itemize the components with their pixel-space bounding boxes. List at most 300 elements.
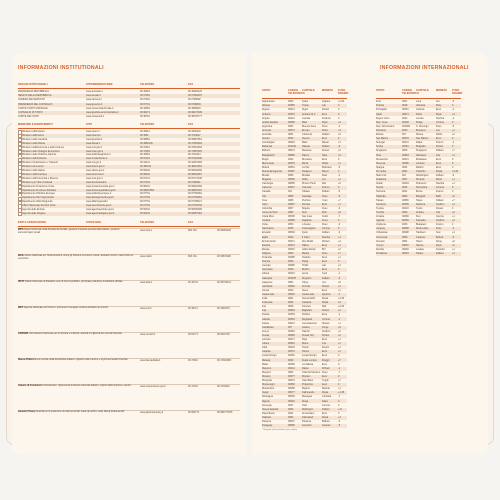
table-cell: 00237 [288,186,295,190]
institution-row [12,115,246,119]
table-cell: Guatemala [262,292,274,296]
agency-description [18,411,134,435]
table-cell: Etiopia [262,247,270,251]
header-divider [376,98,461,99]
table-cell: Vienna [302,137,310,141]
table-cell: 0046 [402,186,408,190]
table-cell: Turchia [376,210,384,214]
table-cell: Emirati Arabi [262,239,276,243]
table-cell: www.camera.it [86,98,102,102]
agency-site: www.garanteprivacy.it [140,411,164,414]
table-cell: Ministero della Salute [22,169,45,172]
table-cell: 00965 [288,333,295,337]
table-cell: Riyal [322,120,328,124]
table-cell: -1 [338,272,341,276]
table-cell: Rep. Dominicana [376,124,395,128]
agency-site: www.inail.it [140,255,152,258]
table-cell: Bielorussia [262,161,274,165]
table-cell: 06 67062947 [188,94,202,98]
table-cell: Damasco [416,153,427,157]
table-cell: Cedi [322,272,327,276]
table-cell: Svizzera [376,190,386,194]
table-cell: Polonia [376,104,384,108]
table-cell: 0057 [288,206,294,210]
table-cell: 0034 [402,165,408,169]
table-cell: Ministero per i Beni Culturali [22,180,52,184]
table-cell: Ministero dell'Interno [22,133,44,137]
table-cell: 00251 [288,247,295,251]
table-cell: 00507 [288,420,295,424]
table-cell: -5 [338,424,341,428]
table-cell: Rand [436,178,442,182]
table-cell: 0047 [288,403,294,407]
agency-row [12,255,246,280]
table-cell: 0 [338,403,340,407]
table-cell: 06 68271 [140,111,150,114]
table-cell: 00378 [402,137,409,141]
table-cell: +6 [338,182,341,186]
table-cell: +1 [338,235,341,239]
table-cell: 0 [338,374,340,378]
table-cell: Vietnam [376,239,385,243]
table-cell: Agenzia delle Entrate [22,208,45,211]
agency-fax: 06 4704240 [217,385,230,388]
table-cell: 00263 [402,251,409,255]
table-cell: 06 58492057 [188,172,202,176]
table-cell: +6 [452,194,455,198]
table-cell: Parigi [302,260,309,264]
table-cell: +1 [338,284,341,288]
table-cell: +7 [338,251,341,255]
table-cell: Baku [302,141,308,145]
table-cell: 06 68997187 [188,188,202,192]
table-cell: Londra [416,116,424,120]
table-cell: +2 [452,202,455,206]
table-cell: Peso [322,223,328,227]
agency-description [18,281,134,305]
table-cell: Grivnia [436,215,444,219]
table-cell: 06 4651 [140,133,149,137]
table-cell: Dipartimento Funzione Pubblica [22,188,56,192]
table-cell: Dollaro [322,145,330,149]
table-cell: Luanda [302,116,310,120]
table-cell: +7 [452,149,455,153]
agency-text: Unioncamere: rappresenta il sistema camerale italiano, registro delle imprese e servizi. [43,385,132,387]
table-cell: 0049 [288,268,294,272]
table-cell: www.corteconti.it [86,115,104,119]
table-cell: Rupia [322,297,329,301]
table-cell: 06 36911 [140,130,150,133]
table-cell: 0 [338,157,340,161]
table-cell: www.politicheagricole.it [86,153,111,157]
table-cell: Abuja [302,399,309,403]
table-cell: +1 [452,215,455,219]
agency-text: Istituto Nazionale della Previdenza Sociale: gestisce il sistema previdenziale italiano, pensioni, ammortizzatori sociali. [18,229,120,235]
table-cell: Kiev [416,215,421,219]
table-cell: 0 [338,112,340,116]
table-cell: Giordania [262,284,273,288]
column-header: MINISTERI E DIPARTIMENTI [18,123,53,126]
table-cell: Tbilisi [302,264,309,268]
table-cell: 00260 [402,247,409,251]
table-cell: 0098 [288,305,294,309]
table-cell: 06 3236210 [188,130,201,133]
table-cell: Euro [322,411,328,415]
table-cell: +2 [452,243,455,247]
table-cell: Erevan [302,128,310,132]
table-cell: Riga [302,338,307,342]
header-divider [18,88,240,89]
table-cell: Lubiana [416,161,425,165]
table-cell: Euro [436,157,442,161]
table-cell: -6 [338,223,341,227]
table-cell: Lima [416,100,422,104]
table-cell: S. Domingo [416,124,429,128]
table-cell: 0 [452,145,454,149]
table-cell: Bulgaria [262,178,271,182]
table-cell: Bratislava [416,157,427,161]
table-cell: Serbia [376,145,383,149]
table-cell: Città del Messico [302,370,321,374]
table-cell: Santiago [302,194,312,198]
table-cell: 06 4698916 [188,106,201,110]
table-cell: Islanda [262,317,270,321]
table-cell: 06 47352318 [188,141,202,145]
table-cell: 0031 [288,411,294,415]
table-cell: 0027 [402,178,408,182]
table-cell: 00371 [288,338,295,342]
table-cell: 00354 [288,317,295,321]
table-cell: 06 97727245 [188,176,202,180]
table-cell: Peso [322,194,328,198]
table-cell: 06 46993125 [188,90,202,93]
table-cell: Zagabria [302,219,312,223]
table-cell: Peso [322,206,328,210]
table-cell: www.interno.it [86,133,101,137]
table-cell: 06 67795064 [188,192,202,196]
table-cell: Portogallo [376,108,387,112]
table-cell: 00376 [288,112,295,116]
table-cell: Slovenia [376,161,386,165]
table-cell: 06 50545005 [188,208,202,211]
table-cell: Dinaro [436,206,444,210]
table-cell: Rupia [436,169,443,173]
table-cell: Amman [302,284,311,288]
table-cell: Tenge [322,325,329,329]
table-cell: 06 47051 [140,149,150,153]
table-cell: +2 [338,329,341,333]
agency-name: INAIL [18,255,24,257]
table-cell: Perù [376,100,382,104]
table-cell: 0036 [402,223,408,227]
table-cell: L'Avana [302,223,311,227]
table-cell: Lek [322,104,326,108]
table-cell: Franco [322,186,330,190]
table-cell: +3 [338,239,341,243]
agency-row [12,333,246,358]
table-cell: Managua [302,395,312,399]
table-cell: 06 67601 [140,98,150,102]
table-cell: 00974 [402,112,409,116]
table-cell: Dipartimento Affari Regionali [22,200,53,204]
table-cell: +1 [452,247,455,251]
table-cell: Svezia [376,186,384,190]
table-cell: Euro [322,362,328,366]
table-cell: Reykjavik [302,317,313,321]
table-cell: Dinaro [322,346,330,350]
table-cell: 0 [338,354,340,358]
table-cell: Nassau [302,145,311,149]
agency-site: www.istat.it [140,281,152,284]
table-cell: -4 [338,174,341,178]
table-cell: Pechino [302,198,311,202]
table-cell: Dirham [322,366,330,370]
table-cell: +1 [452,153,455,157]
column-header: CAPITALE [416,89,429,92]
table-cell: Sterlina [436,116,445,120]
table-cell: 0060 [288,358,294,362]
table-cell: 06 46991 [140,90,150,93]
table-cell: Monaco [302,374,311,378]
table-cell: -1 [452,141,455,145]
table-cell: 00421 [402,157,409,161]
table-cell: +1 [452,182,455,186]
table-cell: 00998 [402,231,409,235]
table-cell: 00593 [288,231,295,235]
table-cell: 06 50541 [140,208,150,211]
table-cell: Euro [322,202,328,206]
agency-phone: 06 47921 [188,359,198,362]
table-cell: 06 50241 [140,211,150,215]
table-cell: Khartoum [416,182,427,186]
table-cell: -6 [338,190,341,194]
footnote: * Rispetto all'ora italiana (ora solare) [262,429,298,431]
table-cell: 06 46981 [140,106,150,110]
table-cell: Ministero dell'Economia e delle Finanze [22,145,65,149]
agency-text: Autorità per la protezione dei dati personali: tutela dei diritti e delle libertà fondamentali. [36,411,125,413]
table-cell: -6 [338,420,341,424]
table-cell: Podgorica [302,383,313,387]
table-cell: 06 4743047 [188,133,201,137]
table-cell: -6 [338,145,341,149]
agency-text: Commissione Nazionale per le Società e la Borsa: autorità di vigilanza dei mercati finanziari. [28,333,123,335]
table-cell: Slovacchia [376,157,388,161]
agency-phone: 803 164 [188,255,197,258]
column-header: MONETA [322,89,334,92]
table-cell: +7 [452,198,455,202]
table-cell: 00351 [402,108,409,112]
table-cell: Corona [322,317,330,321]
agency-row [12,359,246,384]
table-cell: Kazakistan [262,325,274,329]
table-cell: 0043 [288,137,294,141]
table-cell: 00964 [288,309,295,313]
table-cell: 0 [452,190,454,194]
table-cell: 00598 [402,227,409,231]
table-cell: www.beniculturali.it [86,180,107,184]
table-cell: 001809 [402,124,410,128]
table-cell: Rublo [322,161,329,165]
table-cell: -7 [338,370,341,374]
table-cell: -1 [338,317,341,321]
agency-name: Banca d'Italia [18,359,33,361]
table-cell: Maputo [302,387,310,391]
table-cell: 00972 [288,321,295,325]
table-cell: +1 [338,346,341,350]
table-cell: Corea del Sud [262,210,278,214]
table-cell: Peso [436,227,442,231]
table-cell: CORTE COSTITUZIONALE [18,106,48,110]
table-cell: Giappone [262,280,273,284]
table-cell: Dinaro [322,108,330,112]
table-cell: +3.30 [338,100,345,104]
table-cell: 00359 [288,178,295,182]
left-page [12,53,246,455]
table-cell: Nuova Zelanda [262,407,279,411]
agency-row [12,411,246,436]
table-cell: Córdoba [322,395,332,399]
table-cell: +1 [338,202,341,206]
table-cell: -1 [452,108,455,112]
table-cell: Euro [322,256,328,260]
table-cell: Dublino [302,313,311,317]
table-cell: Dollaro [436,198,444,202]
table-cell: 00358 [288,256,295,260]
table-cell: +7 [338,358,341,362]
agency-text: Istituto Nazionale per l'Assicurazione contro gli Infortuni sul Lavoro: tutela i lavoratori contro i danni fisici ed economici. [18,255,134,261]
table-cell: Euro [436,161,442,165]
table-cell: www.agenziaentrate.gov.it [86,208,114,211]
agency-fax: 06 46733101 [217,281,231,284]
table-cell: PRESIDENZA REPUBBLICA [18,90,49,93]
table-cell: Tugrik [322,379,329,383]
table-cell: Zambia [376,247,384,251]
table-cell: Dollaro [322,133,330,137]
table-cell: Andorra [262,112,271,116]
table-cell: www.politicheeuropee.it [86,192,112,196]
table-cell: Quetzal [322,292,331,296]
table-cell: 06 67795471 [188,200,202,204]
table-cell: www.protezionecivile.gov.it [86,184,115,188]
table-cell: 0020 [288,235,294,239]
table-cell: Addis Abeba [302,247,316,251]
table-cell: Buenos Aires [302,124,317,128]
table-cell: 00385 [288,219,295,223]
table-cell: 001242 [288,145,296,149]
table-cell: 00353 [288,313,295,317]
table-cell: Angola [262,116,270,120]
table-cell: Venezuela [376,235,388,239]
table-cell: Budapest [416,223,427,227]
table-cell: Lussemburgo [302,354,317,358]
table-cell: 06 6798441 [188,180,201,184]
table-cell: Tashkent [416,231,426,235]
table-cell: 0 [338,219,340,223]
agency-text: Istituto Nazionale di Statistica: ente di ricerca pubblico, principale produttore di statistica ufficiale. [24,281,124,283]
table-cell: Marocco [262,366,272,370]
table-cell: Dipartimento Pari Opportunità [22,196,54,200]
table-cell: Doha [416,112,422,116]
table-cell: 0063 [288,251,294,255]
table-cell: Dinaro [436,145,444,149]
table-cell: CORTE DEI CONTI [18,115,40,119]
table-cell: La Valletta [302,362,314,366]
table-cell: Cuba [262,223,268,227]
table-cell: Israele [262,321,270,325]
table-cell: Washington [416,174,429,178]
table-cell: 00506 [288,215,295,219]
table-cell: Ministero Infrastrutture e Trasporti [22,161,58,165]
table-cell: Kampala [416,219,426,223]
table-cell: Gerusalemme [302,321,318,325]
table-cell: Andorra la V. [302,112,316,116]
table-cell: -6 [452,100,455,104]
table-cell: Estonia [262,243,270,247]
agency-description [18,255,134,279]
table-cell: Boliviano [322,165,332,169]
table-cell: Lusaka [416,247,424,251]
table-cell: Bucarest [416,128,426,132]
table-cell: Bosnia Erzegovina [262,169,282,173]
table-cell: 00352 [288,354,295,358]
agency-row [12,385,246,410]
table-cell: 06 68897951 [188,137,202,141]
table-cell: Berlino [302,268,310,272]
agency-site: www.enit.it [140,307,152,310]
table-cell: 0 [452,223,454,227]
table-cell: Taka [322,153,328,157]
table-cell: Accra [302,272,309,276]
table-cell: +2 [452,112,455,116]
table-cell: 00976 [288,379,295,383]
table-cell: Rupia [322,391,329,395]
table-cell: Corona [436,186,444,190]
table-cell: Camerun [262,186,272,190]
table-cell: Algeri [302,108,309,112]
table-cell: Riyal [436,243,442,247]
table-cell: Won [322,210,327,214]
table-cell: Dinaro [322,284,330,288]
table-cell: Franco [436,190,444,194]
table-cell: Bangkok [416,194,426,198]
table-cell: Afghanistan [262,100,275,104]
agency-phone: 803 164 [188,229,197,232]
table-cell: Sum [436,231,441,235]
table-cell: Euro [322,137,328,141]
table-cell: Dollaro [322,407,330,411]
table-cell: +1 [452,178,455,182]
table-cell: www.mise.gov.it [86,149,103,153]
table-cell: www.affariregionali.it [86,200,108,204]
table-cell: www.funzionepubblica.gov.it [86,188,116,192]
table-cell: Lira [436,153,440,157]
table-cell: Lira [436,210,440,214]
table-cell: 0048 [402,104,408,108]
table-cell: Bolivia [262,165,270,169]
table-cell: Ministero Affari Esteri [22,130,45,133]
table-cell: 0030 [288,288,294,292]
table-cell: www.mit.gov.it [86,161,102,165]
table-cell: 00244 [288,116,295,120]
table-cell: 06 6796894 [188,102,201,106]
table-cell: 06 38763777 [188,115,202,119]
agency-description [18,359,134,383]
table-cell: Shekel [322,321,330,325]
table-cell: Corona [322,227,330,231]
column-header: ORGANI ISTITUZIONALI [18,83,48,86]
table-cell: +6 [338,301,341,305]
table-cell: +2 [338,309,341,313]
